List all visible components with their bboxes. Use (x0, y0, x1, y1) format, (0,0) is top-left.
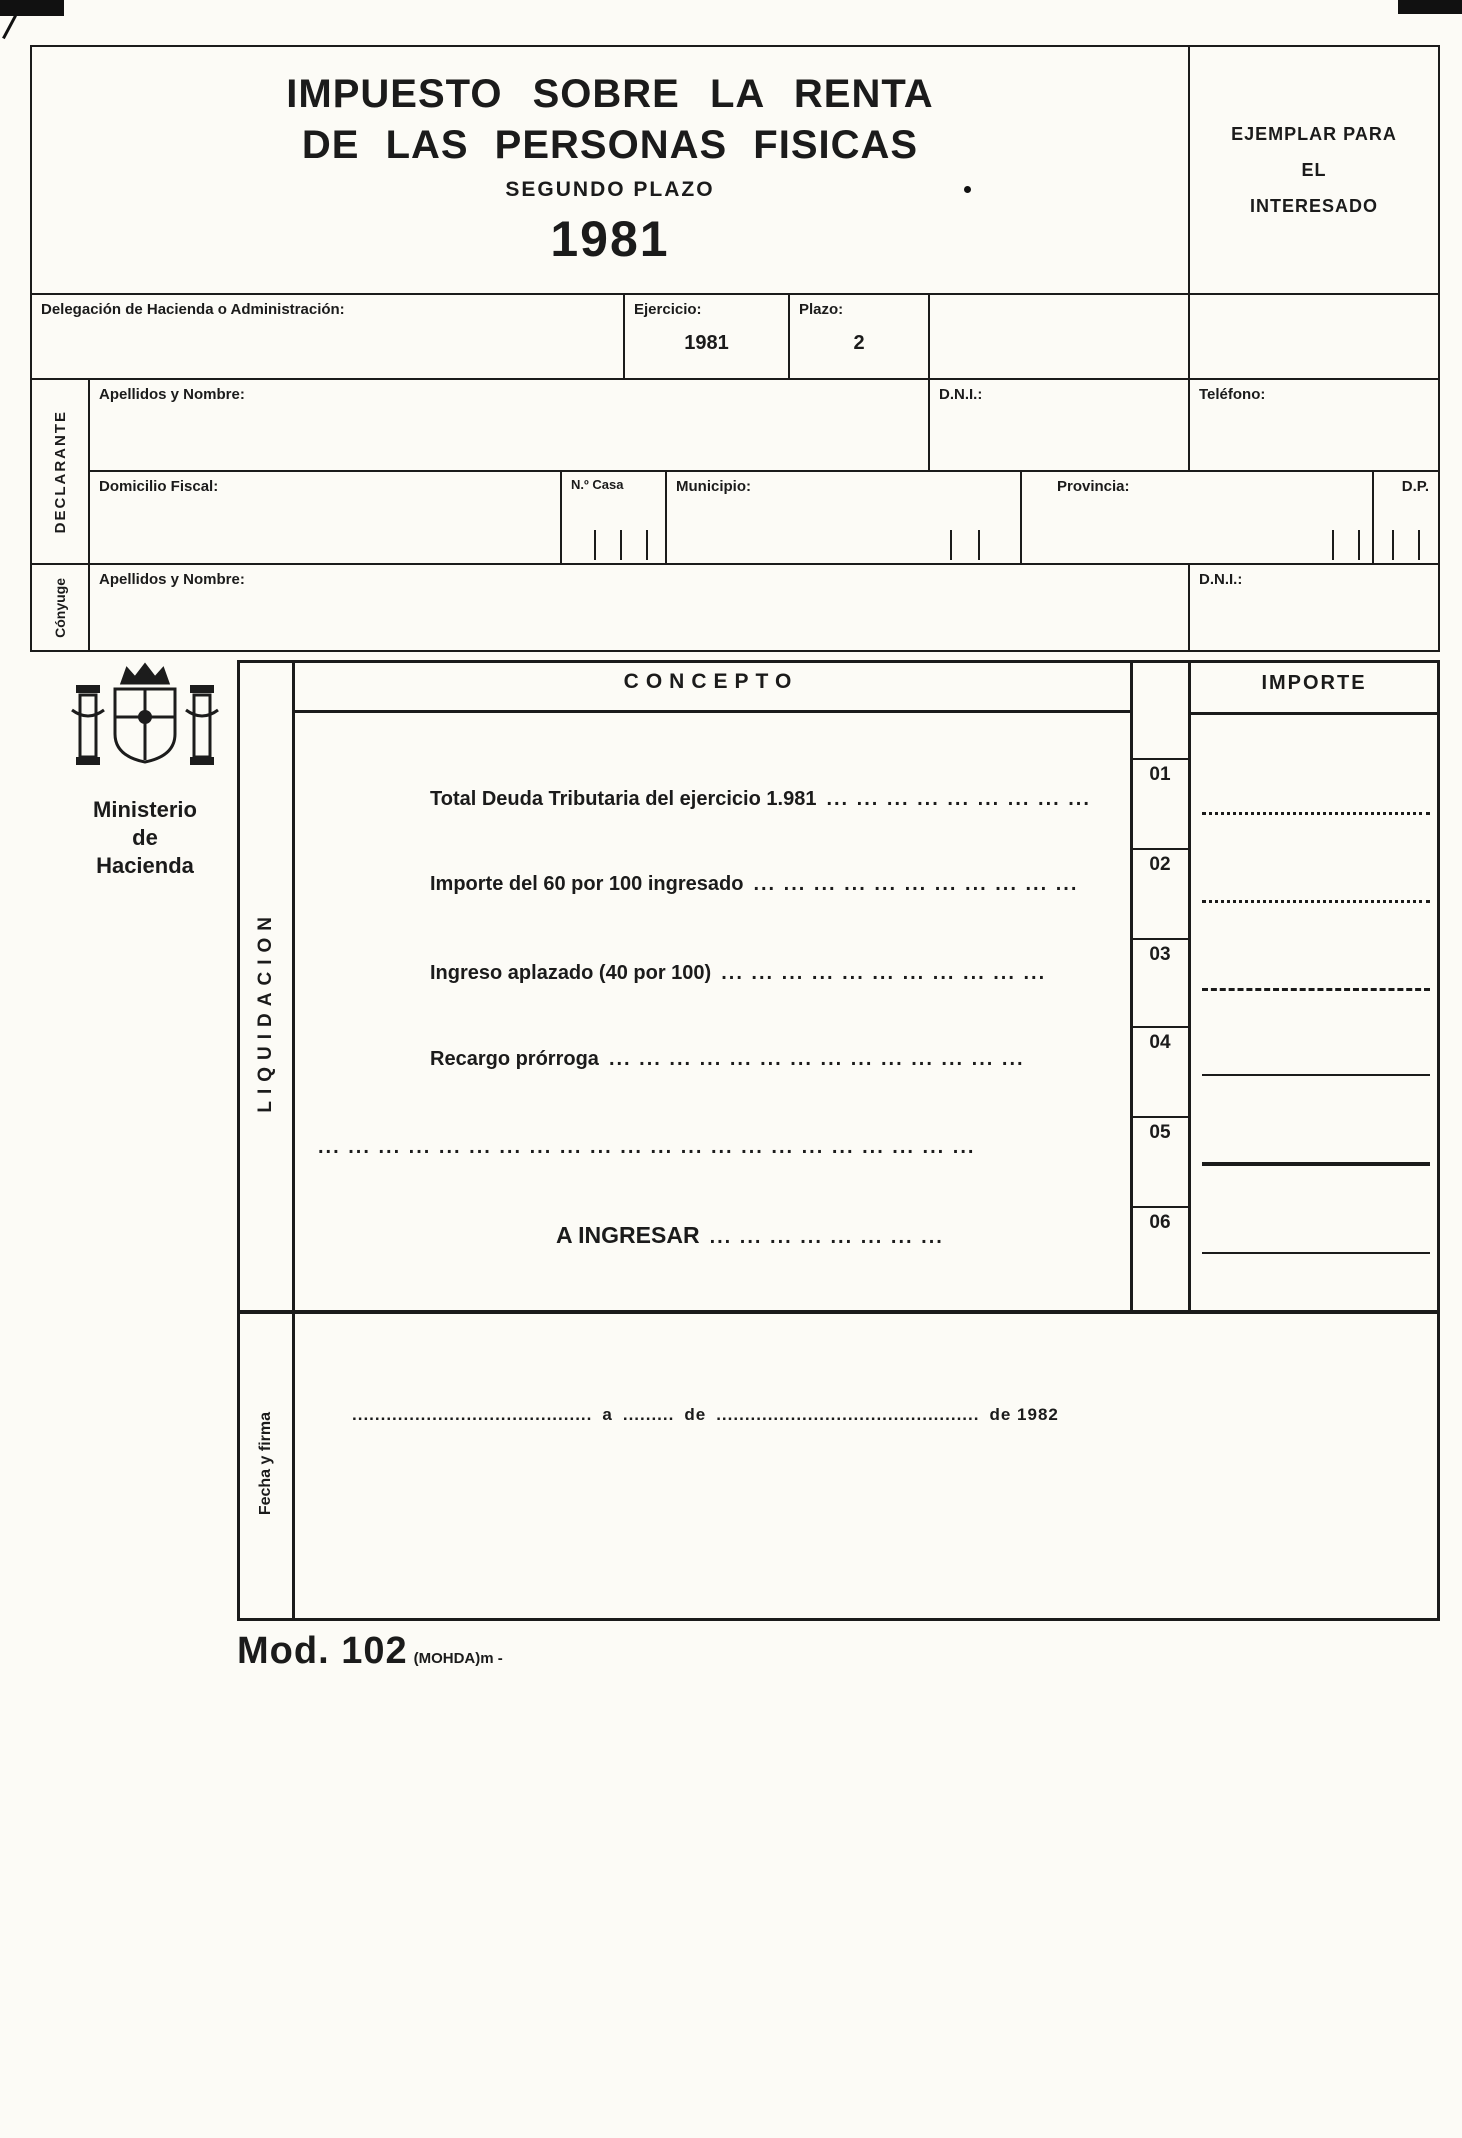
concept-label-03: Ingreso aplazado (40 por 100) (430, 962, 712, 984)
concept-label-06: A INGRESAR (556, 1222, 700, 1248)
provincia-field[interactable] (1020, 470, 1374, 565)
fecha-firma-section (240, 1314, 292, 1614)
conyuge-dni-label: D.N.I.: (1199, 571, 1243, 588)
code-cell-divider (1130, 848, 1191, 850)
declarante-telefono-field[interactable] (1188, 378, 1440, 472)
declarante-dni-field[interactable] (928, 378, 1190, 472)
concept-label-04: Recargo prórroga (430, 1048, 599, 1070)
code-cell-divider (1130, 1116, 1191, 1118)
fecha-firma-line (352, 1405, 1069, 1425)
declarante-telefono-label: Teléfono: (1199, 386, 1266, 403)
code-cell-divider (1130, 1206, 1191, 1208)
delegacion-field[interactable] (30, 293, 625, 380)
label-column-border (292, 660, 295, 1621)
admin-blank-field-2[interactable] (1188, 293, 1440, 380)
ministerio-line1: Ministerio (93, 797, 197, 822)
importe-field-02[interactable] (1202, 876, 1430, 903)
ejercicio-label: Ejercicio: (634, 301, 702, 318)
footer (237, 1630, 503, 1673)
code-04: 04 (1149, 1032, 1171, 1053)
declarante-section-label: DECLARANTE (51, 409, 69, 534)
importe-field-04[interactable] (1202, 1050, 1430, 1076)
dp-label: D.P. (1401, 478, 1429, 495)
concept-row-05 (308, 1136, 1125, 1159)
conyuge-section (30, 563, 90, 652)
form-model-number: Mod. 102 (237, 1630, 408, 1672)
plazo-label: Plazo: (799, 301, 844, 318)
importe-field-05[interactable] (1202, 1138, 1430, 1166)
dp-field[interactable] (1372, 470, 1440, 565)
digit-tick (620, 530, 622, 560)
concept-row-06 (556, 1222, 1125, 1249)
code-cell-divider (1130, 1026, 1191, 1028)
fecha-place-field[interactable]: .......................................... (352, 1405, 593, 1424)
scan-artifact (1398, 0, 1462, 14)
importe-field-06[interactable] (1202, 1228, 1430, 1254)
fecha-de-label: de (684, 1405, 707, 1424)
fecha-bottom-border (237, 1618, 1440, 1621)
concept-row-03 (430, 962, 1125, 985)
ejercicio-field[interactable] (623, 293, 790, 380)
dot-leader: ... ... ... ... ... ... ... ... ... ... ... ... ... ... (608, 1048, 1025, 1070)
form-title-line1: IMPUESTO SOBRE LA RENTA (286, 72, 934, 116)
conyuge-dni-field[interactable] (1188, 563, 1440, 652)
digit-tick (646, 530, 648, 560)
concept-row-04 (430, 1048, 1125, 1071)
form-subtitle: SEGUNDO PLAZO (505, 178, 715, 201)
delegacion-label: Delegación de Hacienda o Administración: (41, 301, 345, 318)
concepto-header: CONCEPTO (623, 670, 799, 693)
domicilio-label: Domicilio Fiscal: (99, 478, 219, 495)
concept-label-02: Importe del 60 por 100 ingresado (430, 873, 744, 895)
importe-field-03[interactable] (1202, 964, 1430, 991)
digit-tick (1358, 530, 1360, 560)
domicilio-field[interactable] (88, 470, 562, 565)
form-title-line2: DE LAS PERSONAS FISICAS (301, 123, 919, 167)
copy-line3: INTERESADO (1249, 196, 1378, 216)
code-01: 01 (1149, 764, 1171, 785)
ejercicio-value: 1981 (684, 332, 729, 355)
scan-artifact (0, 0, 64, 16)
code-cell-divider (1130, 938, 1191, 940)
code-03: 03 (1149, 944, 1171, 965)
coat-of-arms-icon (60, 655, 230, 790)
declarante-apellidos-label: Apellidos y Nombre: (99, 386, 245, 403)
fecha-year-label: de 1982 (989, 1405, 1059, 1424)
table-bottom-border (237, 1310, 1440, 1314)
table-top-border (237, 660, 1440, 663)
dot-leader: ... ... ... ... ... ... ... ... ... ... ... (753, 873, 1079, 895)
fecha-a-label: a (602, 1405, 613, 1424)
dot-leader: ... ... ... ... ... ... ... ... ... ... ... ... ... ... ... ... ... ... ... ... ... ... (318, 1136, 976, 1158)
fecha-day-field[interactable]: ......... (622, 1405, 675, 1424)
liquidacion-section-label: LIQUIDACION (255, 909, 276, 1113)
admin-blank-field-1[interactable] (928, 293, 1190, 380)
liquidacion-section (240, 712, 292, 1310)
digit-tick (950, 530, 952, 560)
dot-leader: ... ... ... ... ... ... ... ... ... ... ... (721, 962, 1047, 984)
code-cell-divider (1130, 758, 1191, 760)
ministerio-line3: Hacienda (96, 853, 194, 878)
numero-casa-field[interactable] (560, 470, 667, 565)
copy-line2: EL (1301, 160, 1327, 180)
importe-header-border (1188, 712, 1440, 715)
form-model-suffix: (MOHDA)m - (413, 1650, 503, 1667)
digit-tick (1418, 530, 1420, 560)
conyuge-apellidos-label: Apellidos y Nombre: (99, 571, 245, 588)
importe-header: IMPORTE (1261, 672, 1367, 694)
conyuge-apellidos-field[interactable] (88, 563, 1190, 652)
declarante-apellidos-field[interactable] (88, 378, 930, 472)
provincia-label: Provincia: (1057, 478, 1130, 495)
code-06: 06 (1149, 1212, 1171, 1233)
municipio-field[interactable] (665, 470, 1022, 565)
code-05: 05 (1149, 1122, 1171, 1143)
declarante-dni-label: D.N.I.: (939, 386, 983, 403)
scan-artifact (2, 15, 17, 39)
header-title-box (30, 45, 1190, 295)
digit-tick (594, 530, 596, 560)
conyuge-section-label: Cónyuge (52, 577, 68, 638)
digit-tick (978, 530, 980, 560)
copy-line1: EJEMPLAR PARA (1231, 124, 1397, 144)
concepto-header-border (292, 710, 1133, 713)
digit-tick (1332, 530, 1334, 560)
plazo-field[interactable] (788, 293, 930, 380)
concept-row-02 (430, 873, 1125, 896)
form-year: 1981 (550, 211, 670, 267)
digit-tick (1392, 530, 1394, 560)
concept-row-01 (430, 788, 1125, 811)
fecha-firma-section-label: Fecha y firma (257, 1412, 274, 1516)
fecha-month-field[interactable]: .............................................. (716, 1405, 980, 1424)
table-right-border (1437, 660, 1440, 1621)
municipio-label: Municipio: (676, 478, 751, 495)
declarante-section (30, 378, 90, 565)
ministerio-line2: de (132, 825, 158, 850)
code-02: 02 (1149, 854, 1171, 875)
numero-casa-label: N.º Casa (571, 477, 624, 492)
dot-leader: ... ... ... ... ... ... ... ... (709, 1226, 944, 1248)
copy-type-box (1188, 45, 1440, 295)
importe-field-01[interactable] (1202, 788, 1430, 815)
concept-label-01: Total Deuda Tributaria del ejercicio 1.981 (430, 788, 817, 810)
plazo-value: 2 (853, 332, 865, 355)
dot-leader: ... ... ... ... ... ... ... ... ... (826, 788, 1091, 810)
